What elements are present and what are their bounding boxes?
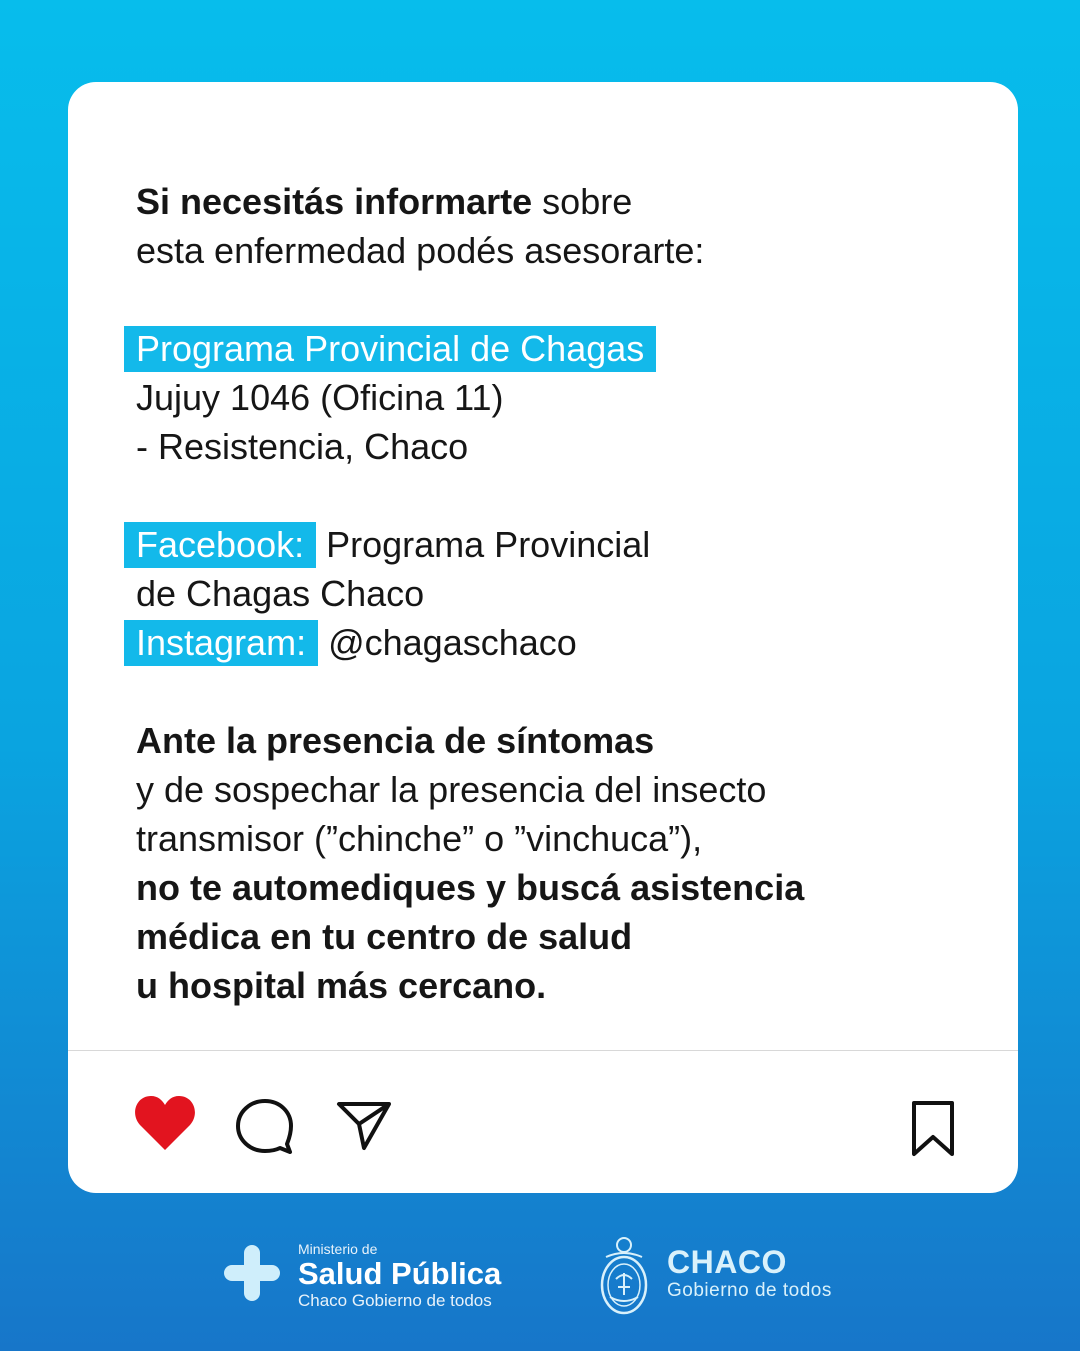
ministry-sub: Chaco Gobierno de todos	[298, 1291, 492, 1310]
ministry-name: Salud Pública	[298, 1256, 502, 1291]
program-address-1: Jujuy 1046 (Oficina 11)	[136, 377, 504, 418]
heart-icon[interactable]	[132, 1090, 198, 1156]
post-text	[136, 177, 956, 1010]
plus-icon	[222, 1243, 282, 1303]
warning-line-4: no te automediques y buscá asistencia	[136, 867, 805, 908]
crest-icon	[596, 1235, 652, 1317]
program-title-highlight: Programa Provincial de Chagas	[124, 326, 656, 372]
instagram-label: Instagram:	[124, 620, 318, 666]
comment-icon[interactable]	[234, 1096, 294, 1156]
program-title-line	[136, 324, 956, 373]
warning-line-6: u hospital más cercano.	[136, 965, 547, 1006]
warning-line-1: Ante la presencia de síntomas	[136, 720, 655, 761]
facebook-value-2: de Chagas Chaco	[136, 573, 425, 614]
instagram-line	[136, 618, 956, 667]
post-actions	[68, 1090, 1018, 1160]
government-name: CHACO	[667, 1244, 787, 1280]
send-icon[interactable]	[336, 1098, 392, 1154]
intro-rest: sobre	[532, 181, 633, 222]
instagram-value: @chagaschaco	[318, 622, 577, 663]
warning-line-3: transmisor (”chinche” o ”vinchuca”),	[136, 818, 703, 859]
government-sub: Gobierno de todos	[667, 1280, 832, 1301]
government-logo	[667, 1245, 832, 1303]
post-card	[68, 82, 1018, 1193]
facebook-value: Programa Provincial	[316, 524, 651, 565]
warning-line-5: médica en tu centro de salud	[136, 916, 633, 957]
facebook-label: Facebook:	[124, 522, 316, 568]
intro-line-1	[136, 177, 956, 226]
intro-line-2: esta enfermedad podés asesorarte:	[136, 230, 705, 271]
bookmark-icon[interactable]	[910, 1100, 956, 1158]
ministry-logo	[298, 1241, 501, 1311]
intro-bold: Si necesitás informarte	[136, 181, 533, 222]
warning-line-2: y de sospechar la presencia del insecto	[136, 769, 767, 810]
facebook-line	[136, 520, 956, 569]
actions-divider	[68, 1050, 1018, 1051]
ministry-small: Ministerio de	[298, 1241, 378, 1257]
program-address-2: - Resistencia, Chaco	[136, 426, 469, 467]
footer	[0, 1225, 1080, 1325]
